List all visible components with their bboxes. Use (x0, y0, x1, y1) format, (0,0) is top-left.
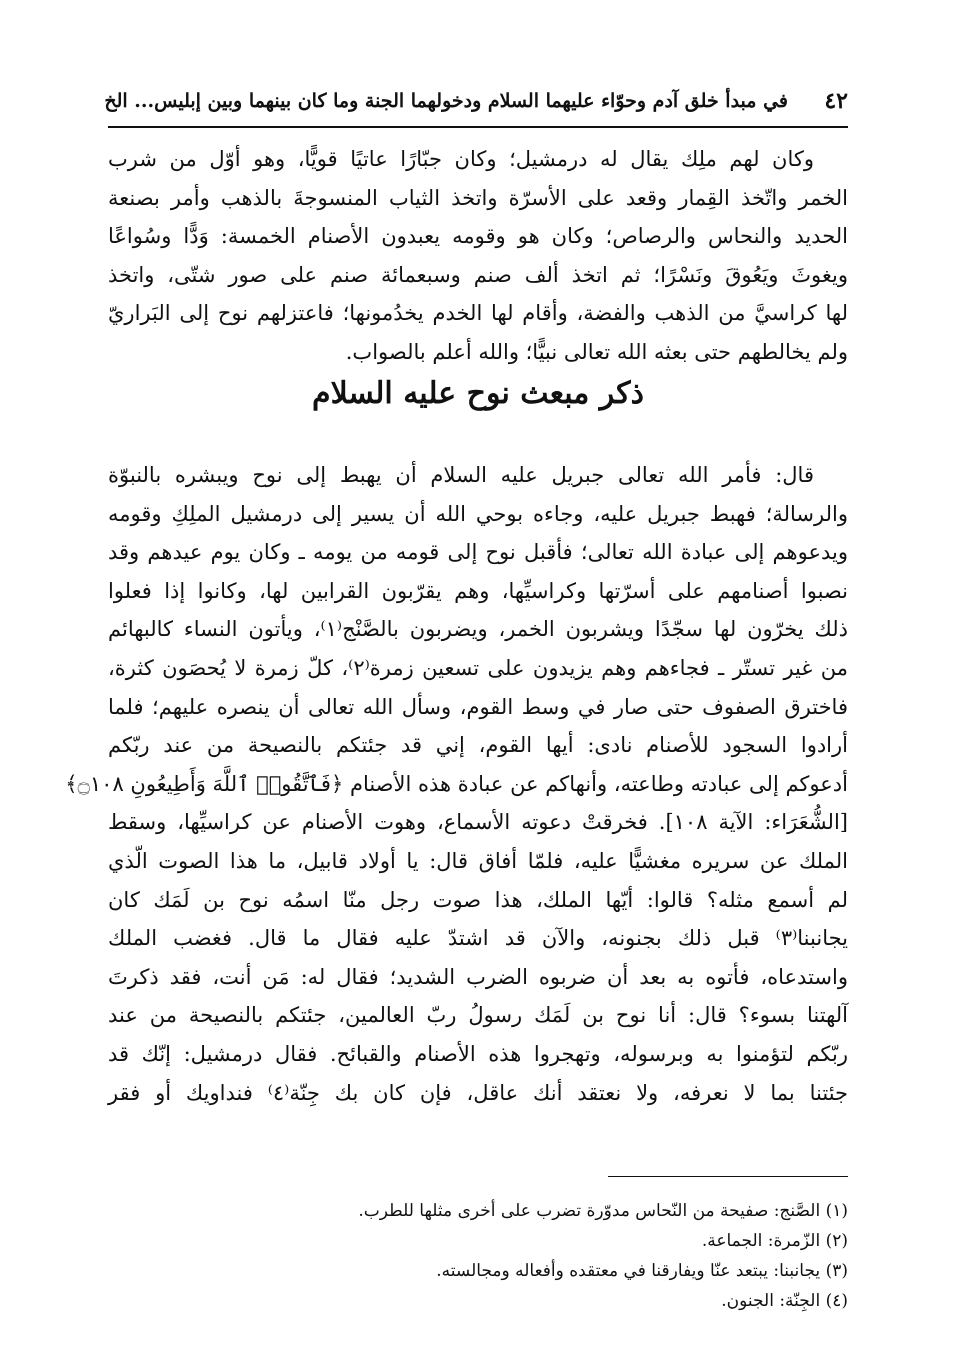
text-line: ربّكم لتؤمنوا به وبرسوله، وتهجروا هذه الأصنام والقبائح. فقال درمشيل: إنّك قد (108, 1041, 848, 1066)
text-line: ويدعوهم إلى عبادة الله تعالى؛ فأقبل نوح إلى قومه من يومه ـ وكان يوم عيدهم وقد (108, 540, 848, 565)
page-number: ٤٢ (824, 88, 848, 114)
running-title: في مبدأ خلق آدم وحوّاء عليهما السلام ودخولهما الجنة وما كان بينهما وبين إبليس... الخ (104, 90, 788, 112)
text-line: لم أسمع مثله؟ قالوا: أيّها الملك، هذا صوت رجل منّا اسمُه نوح بن لَمَك كان (108, 887, 848, 912)
text-line: جئتنا بما لا نعرفه، ولا نعتقد أنك عاقل، فإن كان بك جِنّة⁽٤⁾ فنداويك أو فقر (108, 1080, 849, 1105)
text-line: وكان لهم ملِك يقال له درمشيل؛ وكان جبّارًا عاتيًا قويًّا، وهو أوّل من شرب (108, 147, 814, 171)
footnote-3: (٣) يجانبنا: يبتعد عنّا ويفارقنا في معتقده وأفعاله ومجالسته. (436, 1261, 848, 1281)
page-header (104, 84, 848, 124)
text-line: واستدعاه، فأتوه به بعد أن ضربوه الضرب الشديد؛ فقال له: مَن أنت، فقد ذكرتَ (108, 964, 848, 989)
text-line: الحديد والنحاس والرصاص؛ وكان هو وقومه يعبدون الأصنام الخمسة: وَدًّا وسُواعًا (108, 224, 848, 249)
text-line: ويغوثَ ويَعُوقَ ونَسْرًا؛ ثم اتخذ ألف صنم وسبعمائة صنم على صور شتّى، واتخذ (108, 262, 848, 287)
header-rule (108, 126, 848, 128)
footnote-4: (٤) الجِنّة: الجنون. (721, 1291, 848, 1311)
footnote-2: (٢) الزّمرة: الجماعة. (701, 1231, 848, 1251)
text-line: والرسالة؛ فهبط جبريل عليه، وجاءه بوحي الله أن يسير إلى درمشيل الملِكِ وقومه (108, 501, 848, 526)
text-line: ولم يخالطهم حتى بعثه الله تعالى نبيًّا؛ والله أعلم بالصواب. (345, 339, 848, 364)
text-line: من غير تستّر ـ فجاءهم وهم يزيدون على تسعين زمرة⁽٢⁾، كلّ زمرة لا يُحصَون كثرة، (108, 655, 848, 680)
text-line: فاخترق الصفوف حتى صار في وسط القوم، وسأل الله تعالى أن ينصره عليهم؛ فلما (108, 694, 848, 719)
intro-paragraph (108, 140, 848, 372)
text-line: قال: فأمر الله تعالى جبريل عليه السلام أن يهبط إلى نوح ويبشره بالنبوّة (108, 463, 814, 487)
text-line: لها كراسيَّ من الذهب والفضة، وأقام لها الخدم يخدُمونها؛ فاعتزلهم نوح إلى البَراريّ (108, 301, 848, 326)
section-paragraph (65, 456, 849, 1112)
text-line: الملك عن سريره مغشيًّا عليه، فلمّا أفاق قال: يا أولاد قابيل، ما هذا الصوت الّذي (108, 848, 848, 873)
text-line: الخمر واتّخذ القِمار وقعد على الأسرّة واتخذ الثياب المنسوجةَ بالذهب وأمر بصنعة (108, 185, 848, 210)
section-heading: ذكر مبعث نوح عليه السلام (312, 376, 644, 411)
text-line: [الشُّعَرَاء: الآية ١٠٨]. فخرقتْ دعوته الأسماع، وهوت الأصنام عن كراسيِّها، وسقط (108, 810, 848, 835)
text-line: أرادوا السجود للأصنام نادى: أيها القوم، إني قد جئتكم بالنصيحة من عند ربّكم (108, 733, 848, 758)
text-line: يجانبنا⁽٣⁾ قبل ذلك بجنونه، والآن قد اشتدّ عليه فقال ما قال. فغضب الملك (108, 926, 848, 951)
text-line: ذلك يخرّون لها سجّدًا ويشربون الخمر، ويضربون بالصَّنْج⁽١⁾، ويأتون النساء كالبهائم (108, 617, 848, 642)
text-line: نصبوا أصنامهم على أسرّتها وكراسيِّها، وهم يقرّبون القرابين لها، وكانوا إذا فعلوا (108, 578, 848, 603)
footnote-1: (١) الصَّنج: صفيحة من النّحاس مدوّرة تضرب على أخرى مثلها للطرب. (358, 1201, 848, 1221)
text-line: آلهتنا بسوء؟ قال: أنا نوح بن لَمَك رسولُ ربّ العالمين، جئتكم بالنصيحة من عند (108, 1003, 848, 1028)
quran-verse-line: أدعوكم إلى عبادته وطاعته، وأنهاكم عن عبادة هذه الأصنام ﴿فَٱتَّقُوا۟ ٱللَّهَ وَأَطِيعُونِ ۝١٠٨﴾ (65, 771, 848, 796)
footnote-separator (608, 1176, 848, 1177)
footnotes (108, 1196, 848, 1316)
